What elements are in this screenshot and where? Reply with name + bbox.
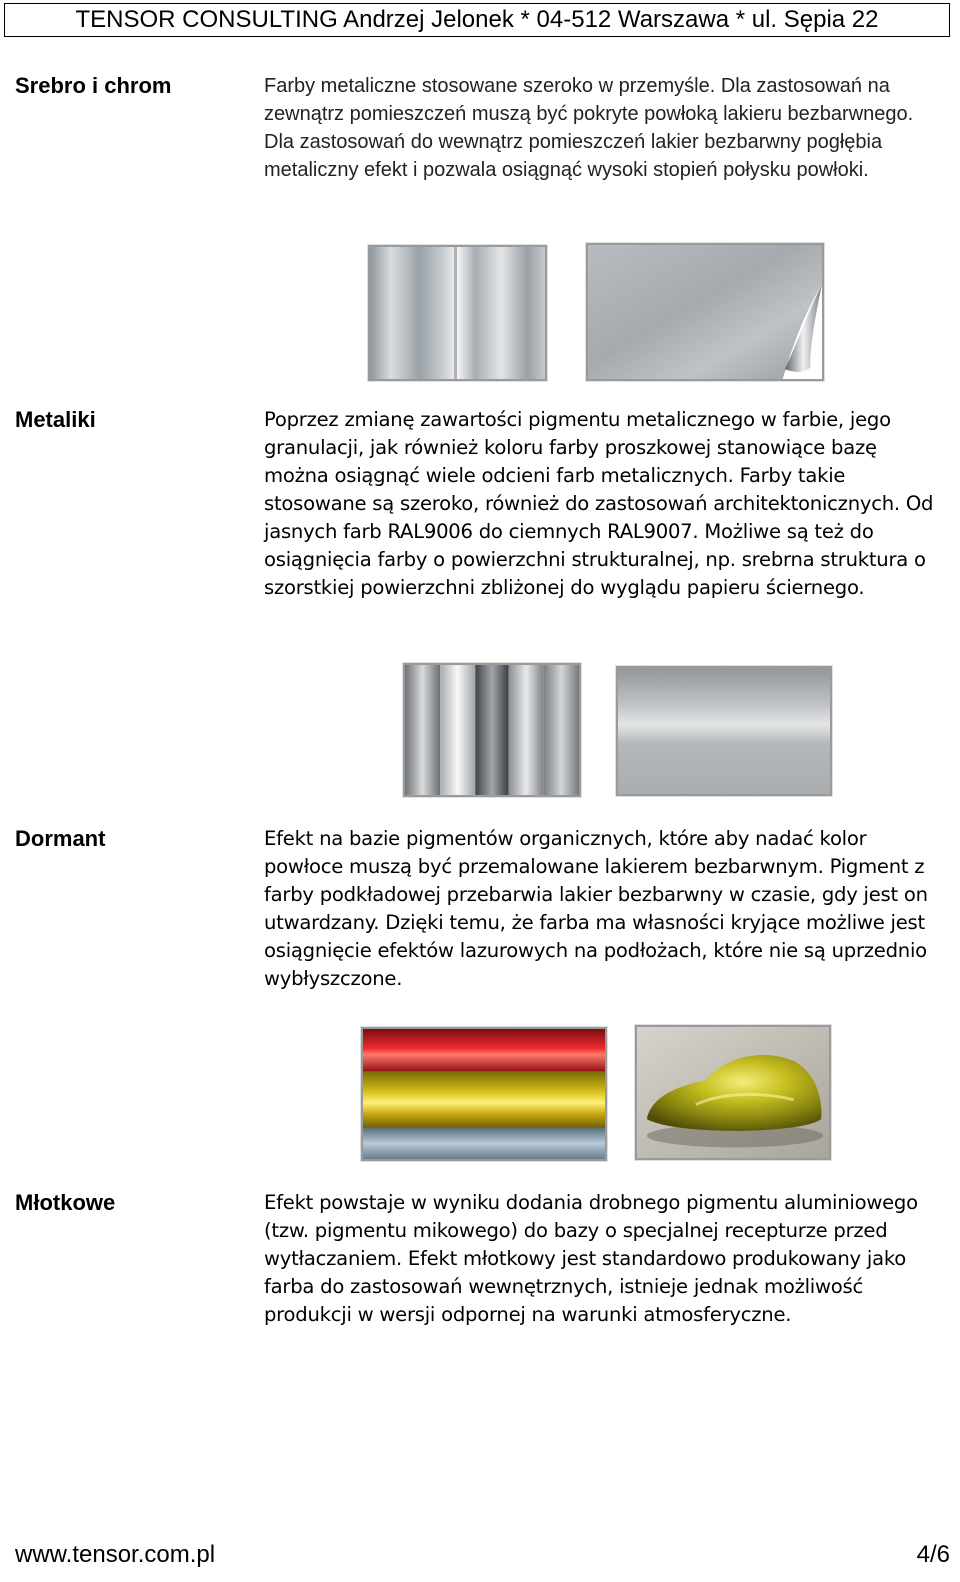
section-title: Młotkowe [15, 1190, 116, 1215]
section-body: Efekt na bazie pigmentów organicznych, które aby nadać kolor powłoce muszą być przemalowane lakierem bezbarwnym. Pigment z farby podkładowej przebarwia lakier bezbarwny w czasie, gdy jest on utwardzany. Dzięki temu, że farba ma własności kryjące możliwe jest osiągnięcie efektów lazurowych na podłożach, które nie są uprzednio wybłyszczone. [264, 827, 928, 990]
section-title: Metaliki [15, 407, 96, 432]
metallic-tubes-photo [403, 663, 581, 797]
header-text: TENSOR CONSULTING Andrzej Jelonek * 04-512 Warszawa * ul. Sępia 22 [75, 6, 879, 33]
metallic-texture-photo [616, 666, 832, 796]
section-body: Poprzez zmianę zawartości pigmentu metalicznego w farbie, jego granulacji, jak również koloru farby proszkowej stanowiące bazę można osiągnąć wiele odcieni farb metalicznych. Farby takie stosowane są szeroko, również do zastosowań architektonicznych. Od jasnych farb RAL9006 do ciemnych RAL9007. Możliwe są też do osiągnięcia farby o powierzchni strukturalnej, np. srebrna struktura o szorstkiej powierzchni zbliżonej do wyglądu papieru ściernego. [264, 408, 934, 599]
section-body: Farby metaliczne stosowane szeroko w przemyśle. Dla zastosowań na zewnątrz pomieszczeń muszą być pokryte powłoką lakieru bezbarwnego. Dla zastosowań do wewnątrz pomieszczeń lakier bezbarwny pogłębia metaliczny efekt i pozwala osiągnąć wysoki stopień połysku powłoki. [264, 75, 914, 181]
dormant-tubes-photo [361, 1027, 607, 1161]
silver-chrome-tubes-photo [368, 245, 547, 381]
section-title: Dormant [15, 826, 106, 851]
section-body: Efekt powstaje w wyniku dodania drobnego pigmentu aluminiowego (tzw. pigmentu mikowego) do bazy o specjalnej recepturze przed wytłaczaniem. Efekt młotkowy jest standardowo produkowany jako farba do zastosowań wewnętrznych, istnieje jednak możliwość produkcji w wersji odpornej na warunki atmosferyczne. [264, 1191, 918, 1326]
footer-page-number: 4/6 [916, 1541, 950, 1568]
page-header [4, 3, 950, 37]
section-title: Srebro i chrom [15, 73, 172, 98]
dormant-car-shape-photo [635, 1025, 831, 1160]
silver-chrome-panel-photo [586, 243, 824, 381]
footer-website: www.tensor.com.pl [15, 1541, 216, 1568]
